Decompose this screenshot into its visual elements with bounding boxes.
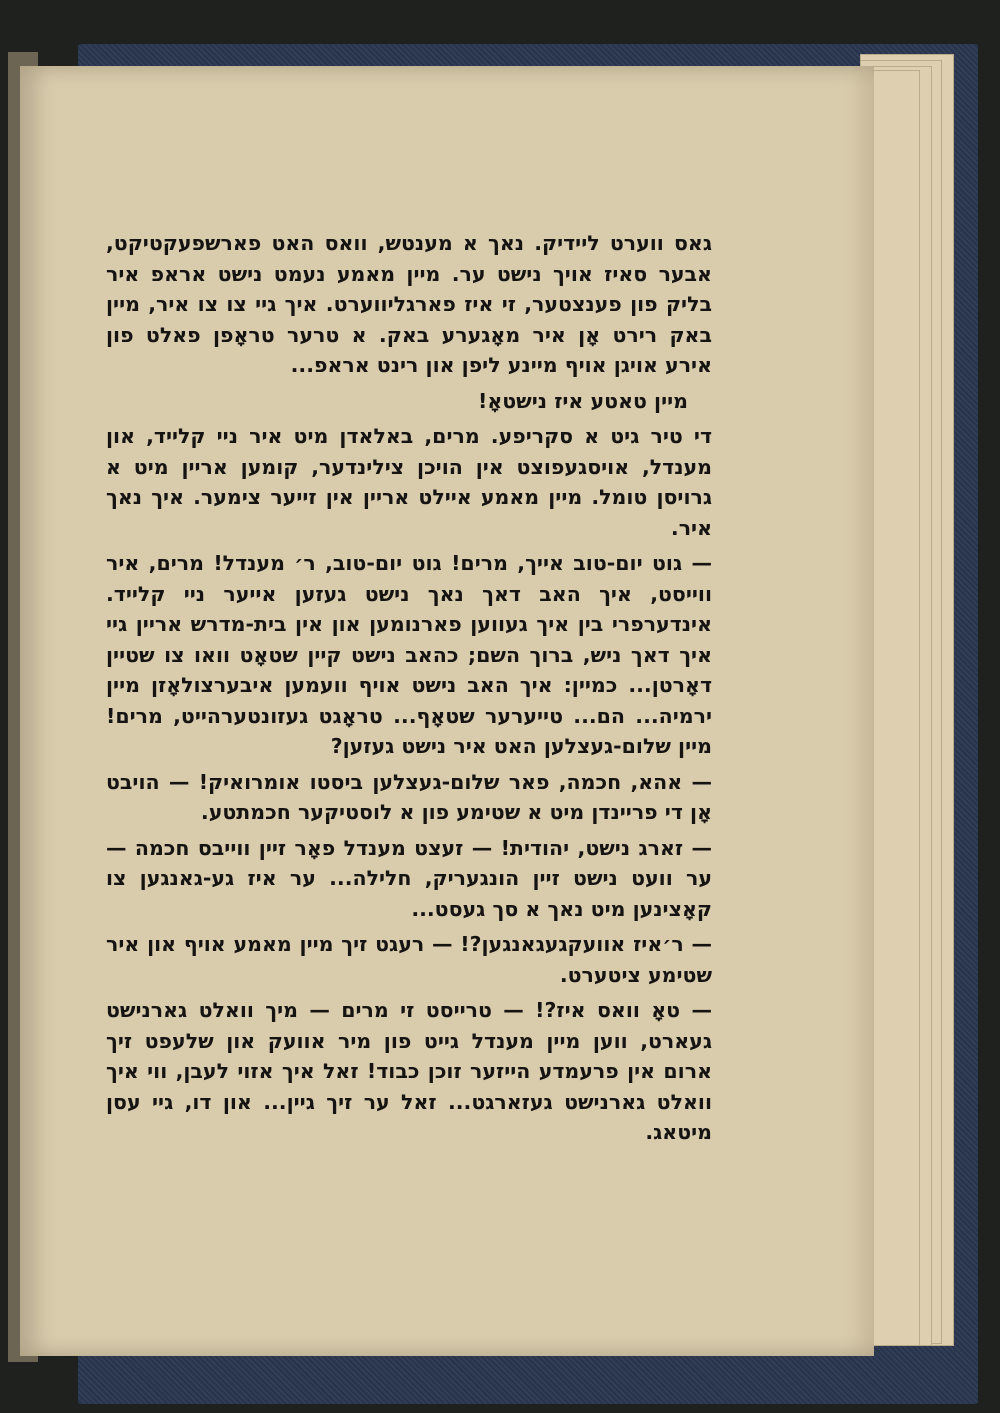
paragraph: גאס ווערט ליידיק. נאך א מענטש, וואס האט פארשפעקטיקט, אבער סאיז אויך נישט ער. מיין מאמע נעמט נישט אראפ איר בליק פון פענצטער, זי איז פארגליווערט. איך גיי צו צו איר, מיין באק רירט אָן איר מאָגערע באק. א טרער טראָפן פאלט פון אירע אויגן אויף מיינע ליפן און רינט אראפ... <box>106 231 712 377</box>
paragraph: — ר׳איז אוועקגעגאנגען?! — רעגט זיך מיין מאמע אויף און איר שטימע ציטערט. <box>106 932 712 987</box>
paragraph: — טאָ וואס איז?! — טרייסט זי מרים — מיך וואלט גארנישט געארט, ווען מיין מענדל גייט פון מיר אוועק און שלעפט זיך ארום אין פרעמדע הייזער זוכן כבוד! זאל איך אזוי לעבן, ווי איך וואלט גארנישט געזארגט... זאל ער זיך גיין... און דו, גיי עסן מיטאג. <box>106 998 712 1144</box>
paragraph: די טיר גיט א סקריפע. מרים, באלאדן מיט איר ניי קלייד, און מענדל, אויסגעפוצט אין הויכן צילינדער, קומען אריין מיט א גרויסן טומל. מיין מאמע איילט אריין אין זייער צימער. איך נאך איר. <box>106 424 712 540</box>
paragraph: מיין טאטע איז נישטאָ! <box>477 388 688 413</box>
paragraph: — אהא, חכמה, פאר שלום-געצלען ביסטו אומרואיק! — הויבט אָן די פריינדן מיט א שטימע פון א לוסטיקער חכמתטע. <box>106 769 712 824</box>
paragraph: — זארג נישט, יהודית! — זעצט מענדל פאָר זיין ווייבס חכמה — ער וועט נישט זיין הונגעריק, חלילה... ער איז גע-גאנגען צו קאָצינען מיט נאך א סך געסט... <box>106 835 712 921</box>
paragraph: — גוט יום-טוב אייך, מרים! גוט יום-טוב, ר׳ מענדל! מרים, איר ווייסט, איך האב דאך נאך נישט געזען אייער ניי קלייד. אינדערפרי בין איך געווען פארנומען און אין בית-מדרש אריין גיי איך דאך ניש, ברוך השם; כהאב נישט קיין שטאָט וואו צו שטיין דאָרטן... כמיין: איך האב נישט אויף וועמען איבערצולאָזן מיין ירמיה... הם... טייערער שטאָף... טראָגט געזונטערהייט, מרים! מיין שלום-געצלען האט איר נישט געזען? <box>106 551 712 758</box>
book-page <box>20 66 874 1356</box>
page-text <box>106 228 712 1148</box>
